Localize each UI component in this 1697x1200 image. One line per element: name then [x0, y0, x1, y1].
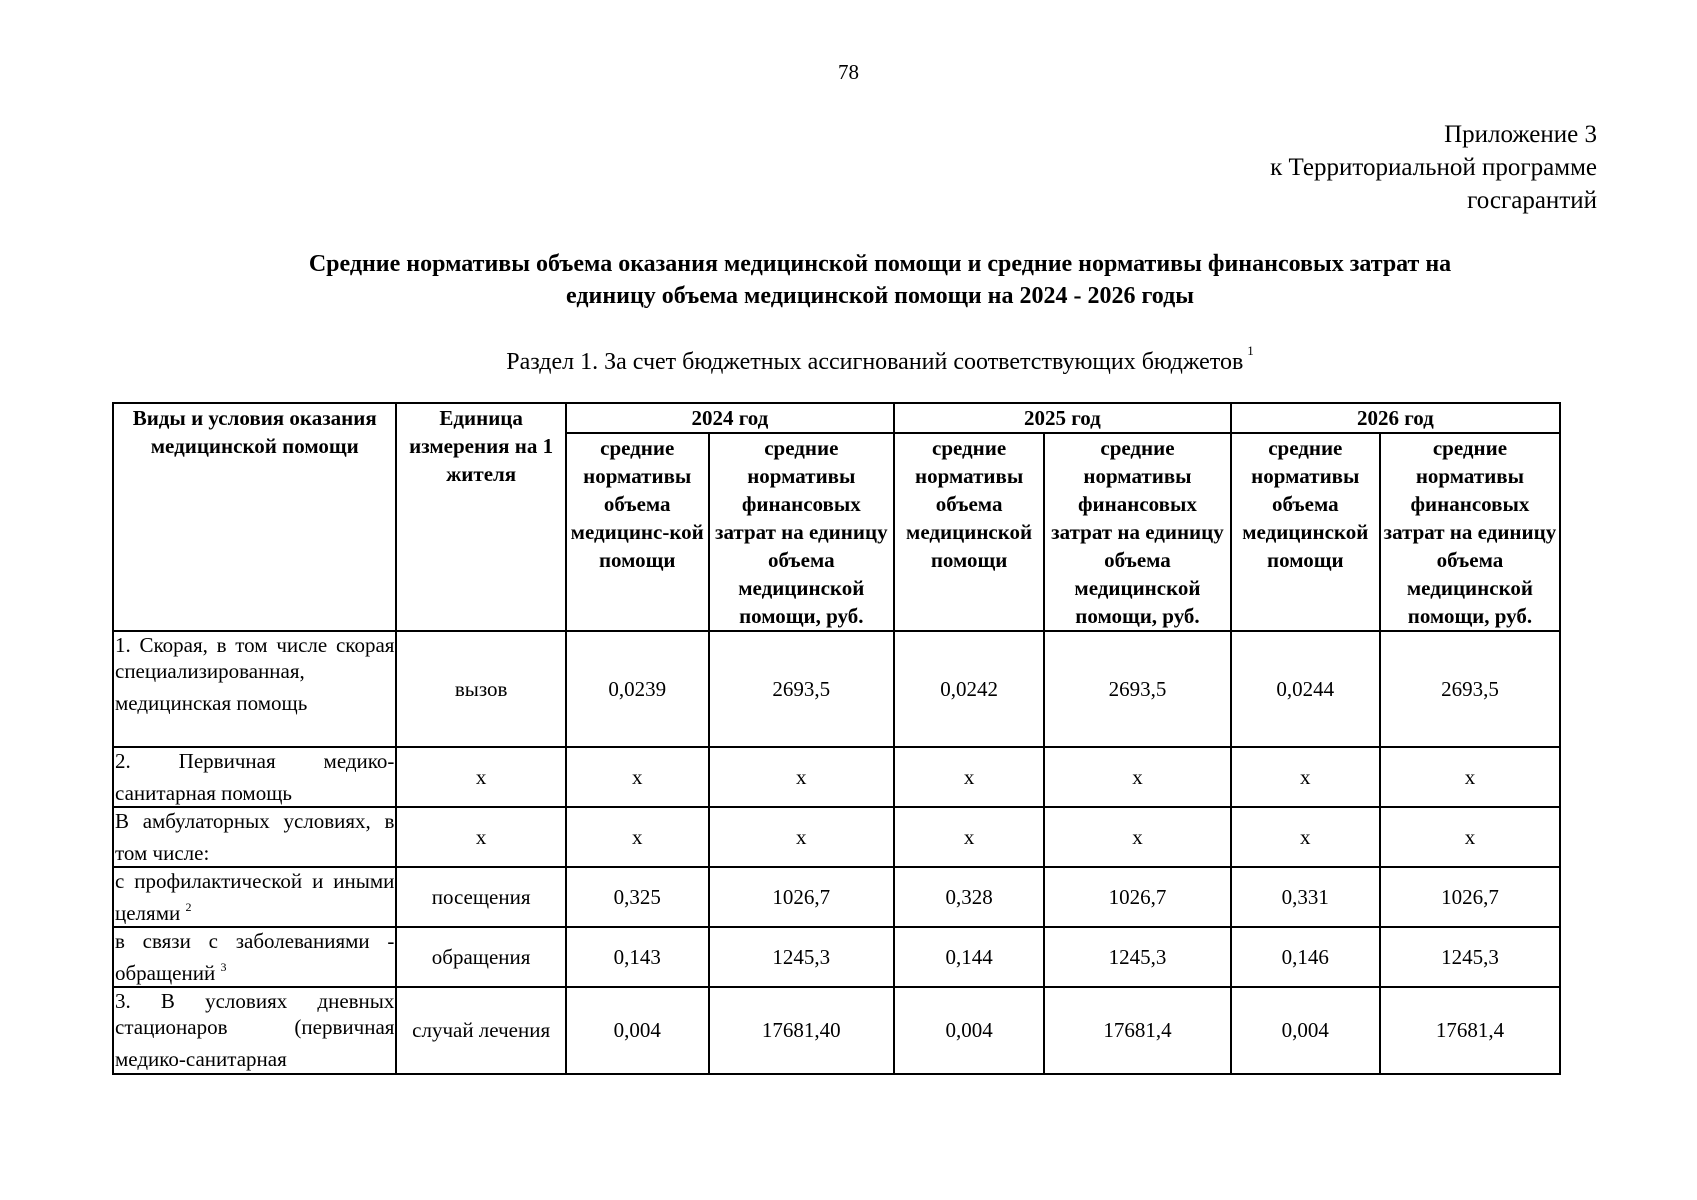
cell-volume-2024: 0,0239	[566, 631, 709, 747]
header-volume-2024: средние нормативы объема медицинс-кой помощи	[566, 433, 709, 631]
cell-cost-2024: 2693,5	[709, 631, 894, 747]
cell-cost-2025: 1245,3	[1044, 927, 1230, 987]
page-number: 78	[838, 60, 859, 84]
section-text: Раздел 1. За счет бюджетных ассигнований соответствующих бюджетов	[506, 349, 1244, 375]
row-description: 3. В условиях дневных стационаров (первичная медико-санитарная	[113, 987, 396, 1074]
cell-cost-2026: 17681,4	[1380, 987, 1560, 1074]
cell-cost-2025: 17681,4	[1044, 987, 1230, 1074]
cell-volume-2025: 0,328	[894, 867, 1044, 927]
cell-volume-2024: х	[566, 807, 709, 867]
cell-volume-2025: х	[894, 807, 1044, 867]
row-description: В амбулаторных условиях, в том числе:	[115, 809, 395, 865]
row-description: с профилактической и иными целями $^2$	[115, 869, 395, 925]
header-year-2024: 2024 год	[566, 403, 894, 433]
row-description: 1. Скорая, в том числе скорая специализированная, медицинская помощь	[113, 631, 396, 747]
cell-cost-2026: 1245,3	[1380, 927, 1560, 987]
cell-cost-2025: х	[1044, 747, 1230, 807]
cell-cost-2025: 2693,5	[1044, 631, 1230, 747]
section-footnote: 1	[1247, 343, 1254, 358]
header-year-2025: 2025 год	[894, 403, 1231, 433]
norms-table	[112, 402, 1561, 1075]
header-volume-2025: средние нормативы объема медицинской помощи	[894, 433, 1044, 631]
header-type: Виды и условия оказания медицинской помощи	[113, 403, 396, 631]
cell-cost-2025: х	[1044, 807, 1230, 867]
cell-volume-2025: 0,004	[894, 987, 1044, 1074]
cell-volume-2025: 0,144	[894, 927, 1044, 987]
row-unit: посещения	[396, 867, 565, 927]
table-row	[113, 747, 1560, 807]
cell-volume-2024: 0,004	[566, 987, 709, 1074]
cell-cost-2024: 17681,40	[709, 987, 894, 1074]
cell-cost-2026: х	[1380, 747, 1560, 807]
appendix-line-3: госгарантий	[1467, 187, 1597, 214]
cell-volume-2025: х	[894, 747, 1044, 807]
header-volume-2026: средние нормативы объема медицинской помощи	[1231, 433, 1380, 631]
row-unit: х	[396, 747, 565, 807]
title-line-2: единицу объема медицинской помощи на 2024 - 2026 годы	[566, 283, 1194, 309]
header-unit: Единица измерения на 1 жителя	[396, 403, 565, 631]
cell-volume-2025: 0,0242	[894, 631, 1044, 747]
cell-volume-2024: 0,325	[566, 867, 709, 927]
table-row	[113, 867, 1560, 927]
row-unit: обращения	[396, 927, 565, 987]
cell-volume-2026: 0,146	[1231, 927, 1380, 987]
cell-cost-2024: х	[709, 747, 894, 807]
cell-volume-2024: х	[566, 747, 709, 807]
cell-volume-2026: 0,331	[1231, 867, 1380, 927]
row-description: 2. Первичная медико-санитарная помощь	[115, 749, 395, 805]
title-line-1: Средние нормативы объема оказания медицинской помощи и средние нормативы финансовых затрат на	[308, 251, 1452, 277]
cell-cost-2026: х	[1380, 807, 1560, 867]
cell-cost-2026: 1026,7	[1380, 867, 1560, 927]
cell-cost-2024: х	[709, 807, 894, 867]
row-description: в связи с заболеваниями - обращений $^3$	[115, 929, 395, 985]
table-row	[113, 807, 1560, 867]
document-title	[160, 248, 1600, 312]
cell-cost-2026: 2693,5	[1380, 631, 1560, 747]
header-cost-2026: средние нормативы финансовых затрат на единицу объема медицинской помощи, руб.	[1380, 433, 1560, 631]
appendix-line-2: к Территориальной программе	[1270, 154, 1597, 181]
row-unit: случай лечения	[396, 987, 565, 1074]
cell-volume-2024: 0,143	[566, 927, 709, 987]
cell-cost-2025: 1026,7	[1044, 867, 1230, 927]
header-cost-2024: средние нормативы финансовых затрат на единицу объема медицинской помощи, руб.	[709, 433, 894, 631]
cell-volume-2026: 0,004	[1231, 987, 1380, 1074]
table-row	[113, 631, 1560, 747]
row-unit: х	[396, 807, 565, 867]
header-cost-2025: средние нормативы финансовых затрат на единицу объема медицинской помощи, руб.	[1044, 433, 1230, 631]
section-heading	[160, 343, 1600, 376]
cell-volume-2026: 0,0244	[1231, 631, 1380, 747]
appendix-line-1: Приложение 3	[1444, 121, 1597, 148]
cell-volume-2026: х	[1231, 747, 1380, 807]
cell-cost-2024: 1026,7	[709, 867, 894, 927]
header-year-2026: 2026 год	[1231, 403, 1560, 433]
cell-volume-2026: х	[1231, 807, 1380, 867]
table-row	[113, 927, 1560, 987]
table-row	[113, 987, 1560, 1074]
appendix-note	[1270, 118, 1597, 217]
cell-cost-2024: 1245,3	[709, 927, 894, 987]
row-unit: вызов	[396, 631, 565, 747]
